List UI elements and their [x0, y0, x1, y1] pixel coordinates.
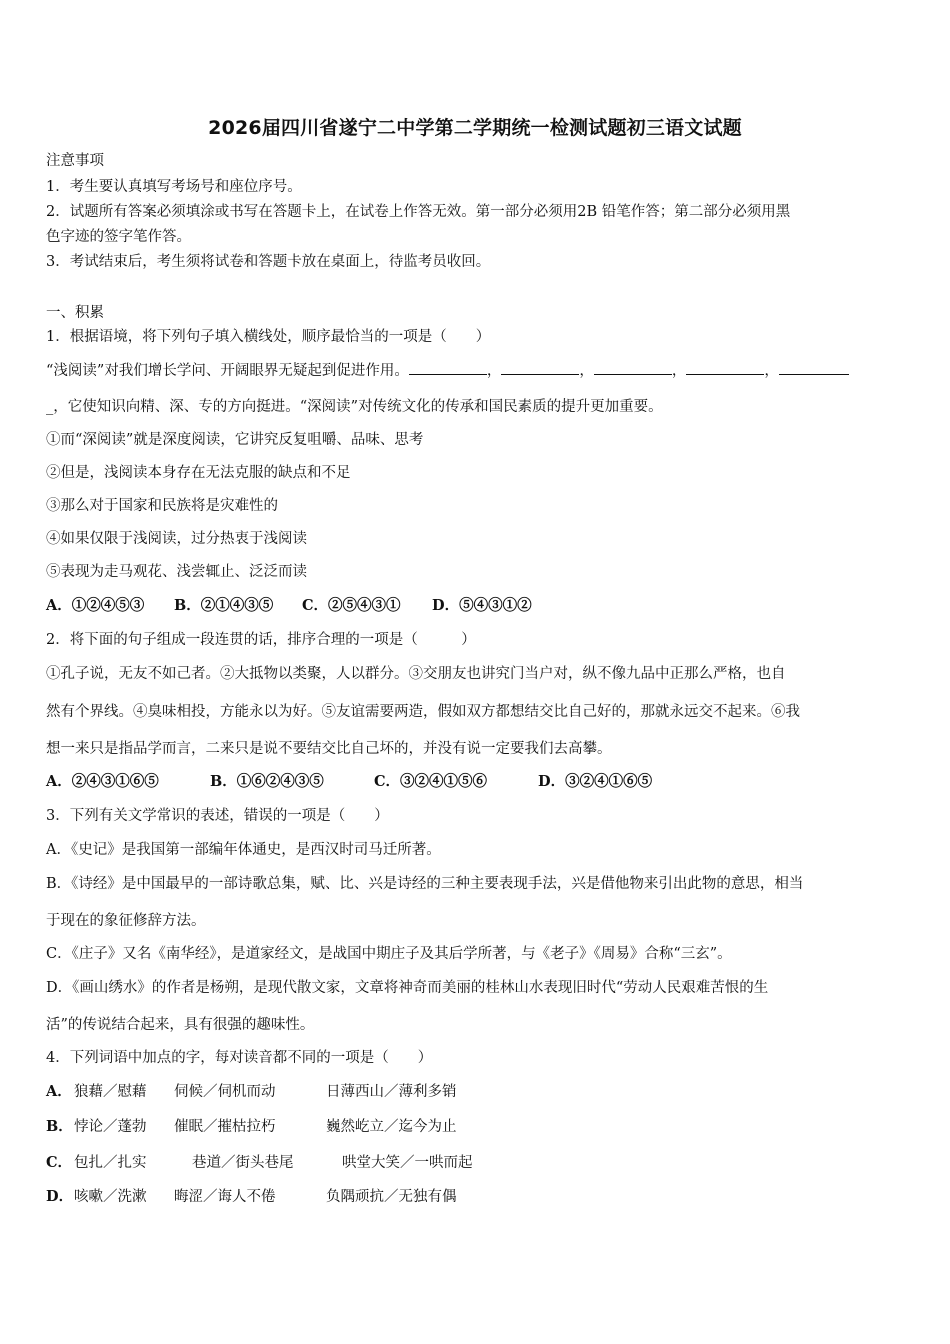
option-label: D．	[46, 1188, 74, 1205]
word-pair: 哄堂大笑／一哄而起	[342, 1155, 473, 1171]
option-d[interactable]: D．⑤④③①②	[432, 597, 532, 614]
question-2-options	[46, 772, 652, 792]
question-3-option-a[interactable]: A．《史记》是我国第一部编年体通史，是西汉时司马迁所著。	[46, 842, 441, 858]
question-1-text: _，它使知识向精、深、专的方向挺进。“深阅读”对传统文化的传承和国民素质的提升更加重要。	[46, 399, 663, 415]
question-1-text: “浅阅读”对我们增长学问、开阔眼界无疑起到促进作用。	[46, 363, 409, 379]
question-1-sentence: ④如果仅限于浅阅读，过分热衷于浅阅读	[46, 531, 307, 547]
question-4-option-d[interactable]	[46, 1187, 457, 1207]
word-pair: 咳嗽／洗漱	[74, 1189, 147, 1205]
question-2-text: 然有个界线。④臭味相投，方能永以为好。⑤友谊需要两造，假如双方都想结交比自己好的，那就永远交不起来。⑥我	[46, 704, 800, 720]
page-title: 2026届四川省遂宁二中学第二学期统一检测试题初三语文试题	[208, 117, 742, 139]
option-c[interactable]: C．②⑤④③①	[302, 597, 401, 614]
question-3-option-d[interactable]: D．《画山绣水》的作者是杨朔，是现代散文家，文章将神奇而美丽的桂林山水表现旧时代“劳动人民艰难苦恨的生	[46, 980, 769, 996]
option-c[interactable]: C．③②④①⑤⑥	[374, 773, 488, 790]
option-a[interactable]: A．①②④⑤③	[46, 597, 145, 614]
word-pair: 巍然屹立／迄今为止	[326, 1119, 457, 1135]
option-d[interactable]: D．③②④①⑥⑤	[538, 773, 653, 790]
separator: ，	[764, 363, 779, 379]
word-pair: 晦涩／诲人不倦	[174, 1189, 276, 1205]
question-4-stem: 4．下列词语中加点的字，每对读音都不同的一项是（ ）	[46, 1050, 433, 1066]
option-label: B．	[46, 1118, 73, 1135]
fill-blank	[779, 360, 849, 375]
question-3-stem: 3．下列有关文学常识的表述，错误的一项是（ ）	[46, 808, 389, 824]
question-4-option-a[interactable]	[46, 1082, 457, 1102]
question-2-text: 想一来只是指品学而言，二来只是说不要结交比自己坏的，并没有说一定要我们去高攀。	[46, 741, 612, 757]
question-1-sentence: ①而“深阅读”就是深度阅读，它讲究反复咀嚼、品味、思考	[46, 432, 424, 448]
question-4-option-c[interactable]	[46, 1153, 473, 1173]
question-3-option-c[interactable]: C．《庄子》又名《南华经》，是道家经文，是战国中期庄子及其后学所著，与《老子》《周易》合称“三玄”。	[46, 946, 732, 962]
word-pair: 巷道／街头巷尾	[192, 1155, 294, 1171]
option-a[interactable]: A．②④③①⑥⑤	[46, 773, 159, 790]
notice-item: 1．考生要认真填写考场号和座位序号。	[46, 179, 302, 195]
question-1-stem: 1．根据语境，将下列句子填入横线处，顺序最恰当的一项是（ ）	[46, 329, 491, 345]
fill-blank	[594, 360, 672, 375]
question-3-option-b[interactable]: B．《诗经》是中国最早的一部诗歌总集，赋、比、兴是诗经的三种主要表现手法，兴是借他物来引出此物的意思，相当	[46, 876, 804, 892]
notice-item: 3．考试结束后，考生须将试卷和答题卡放在桌面上，待监考员收回。	[46, 254, 491, 270]
separator: ，	[671, 363, 687, 379]
question-1-sentence: ⑤表现为走马观花、浅尝辄止、泛泛而读	[46, 564, 307, 580]
question-1-text-line	[46, 360, 849, 381]
notice-heading: 注意事项	[46, 153, 104, 169]
question-4-option-b[interactable]	[46, 1117, 457, 1137]
notice-item: 2．试题所有答案必须填涂或书写在答题卡上，在试卷上作答无效。第一部分必须用2B 铅笔作答；第二部分必须用黑	[46, 204, 791, 220]
fill-blank	[409, 360, 487, 375]
word-pair: 包扎／扎实	[74, 1155, 147, 1171]
word-pair: 狼藉／慰藉	[74, 1084, 147, 1100]
separator: ，	[486, 363, 502, 379]
word-pair: 悖论／蓬勃	[74, 1119, 147, 1135]
option-b[interactable]: B．①⑥②④③⑤	[210, 773, 324, 790]
question-1-sentence: ②但是，浅阅读本身存在无法克服的缺点和不足	[46, 465, 351, 481]
option-b[interactable]: B．②①④③⑤	[174, 597, 274, 614]
option-label: C．	[46, 1154, 73, 1171]
separator: ，	[579, 363, 594, 379]
question-2-text: ①孔子说，无友不如己者。②大抵物以类聚，人以群分。③交朋友也讲究门当户对，纵不像九品中正那么严格，也自	[46, 666, 786, 682]
question-3-option-b-cont: 于现在的象征修辞方法。	[46, 913, 206, 929]
word-pair: 催眠／摧枯拉朽	[174, 1119, 276, 1135]
section-heading: 一、积累	[46, 305, 104, 321]
word-pair: 日薄西山／薄利多销	[326, 1084, 457, 1100]
word-pair: 伺候／伺机而动	[174, 1084, 276, 1100]
question-2-stem: 2．将下面的句子组成一段连贯的话，排序合理的一项是（ ）	[46, 632, 476, 648]
fill-blank	[501, 360, 579, 375]
question-1-options	[46, 596, 532, 616]
fill-blank	[686, 360, 764, 375]
notice-item: 色字迹的签字笔作答。	[46, 229, 191, 245]
word-pair: 负隅顽抗／无独有偶	[326, 1189, 457, 1205]
question-1-sentence: ③那么对于国家和民族将是灾难性的	[46, 498, 278, 514]
question-3-option-d-cont: 活”的传说结合起来，具有很强的趣味性。	[46, 1017, 315, 1033]
option-label: A．	[46, 1083, 72, 1100]
